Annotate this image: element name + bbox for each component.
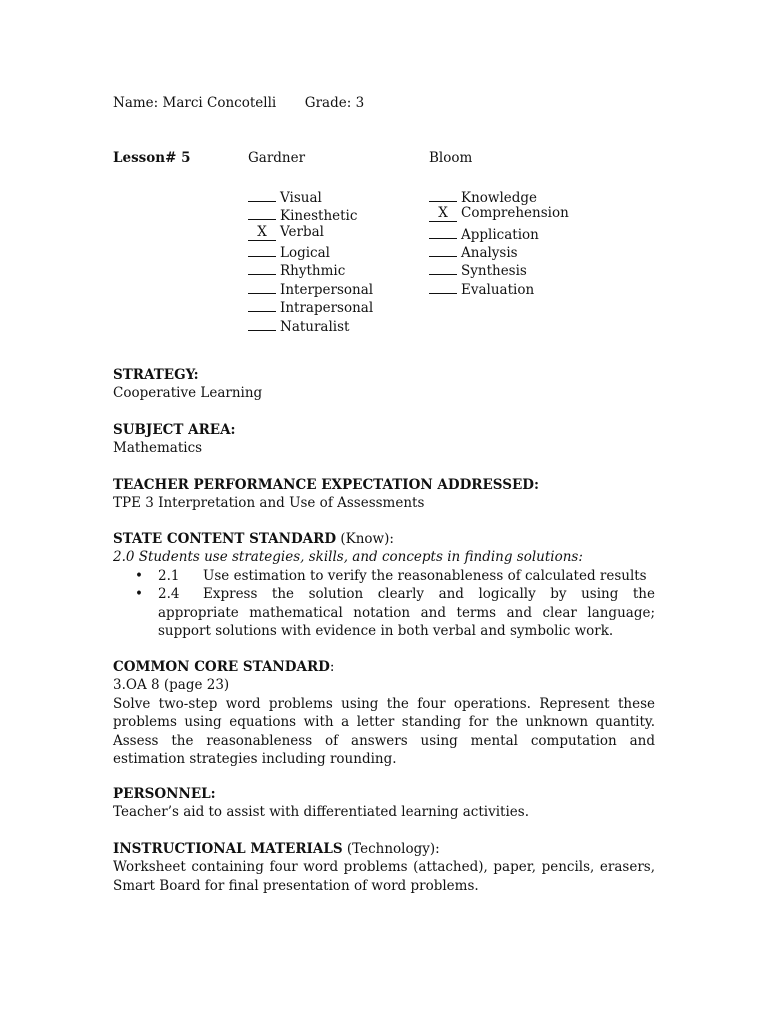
materials-heading: INSTRUCTIONAL MATERIALS xyxy=(113,841,343,857)
check-blank xyxy=(429,259,457,275)
bloom-title: Bloom xyxy=(429,150,473,166)
check-blank xyxy=(248,315,276,331)
gardner-item-label: Logical xyxy=(280,244,330,261)
lesson-number: Lesson# 5 xyxy=(113,150,191,166)
state-heading: STATE CONTENT STANDARD xyxy=(113,531,337,547)
gardner-item xyxy=(248,315,373,333)
subject-text: Mathematics xyxy=(113,440,203,457)
gardner-item-label: Verbal xyxy=(280,223,324,240)
gardner-item xyxy=(248,259,373,280)
gardner-item-label: Kinesthetic xyxy=(280,208,358,225)
gardner-item xyxy=(248,223,373,241)
bloom-item-label: Comprehension xyxy=(461,205,569,222)
grade-value: 3 xyxy=(355,95,365,111)
standard-text: Use estimation to verify the reasonableness of calculated results xyxy=(203,567,647,584)
standard-number: 2.1 xyxy=(158,567,180,584)
bloom-item xyxy=(429,241,569,259)
strategy-text: Cooperative Learning xyxy=(113,385,263,402)
tpe-section xyxy=(113,476,655,513)
gardner-item-label: Interpersonal xyxy=(280,281,374,298)
name-value: Marci Concotelli xyxy=(162,95,277,111)
bloom-item xyxy=(429,186,569,204)
common-core-section xyxy=(113,658,655,768)
bloom-list xyxy=(429,186,569,296)
check-blank xyxy=(429,278,457,294)
bloom-item-label: Analysis xyxy=(461,244,518,261)
name-label: Name: xyxy=(113,95,159,111)
gardner-item xyxy=(248,278,373,296)
check-blank: X xyxy=(248,225,276,241)
common-core-heading-suffix: : xyxy=(329,659,335,675)
gardner-item-label: Naturalist xyxy=(280,318,350,335)
standard-text: Express the solution clearly and logically by using the appropriate mathematical notation and terms and clear language; support solutions with evidence in both verbal and symbolic work. xyxy=(158,586,655,640)
check-blank xyxy=(248,259,276,275)
common-core-heading: COMMON CORE STANDARD xyxy=(113,659,330,675)
gardner-item-label: Intrapersonal xyxy=(280,300,374,317)
gardner-item-label: Visual xyxy=(280,189,322,206)
personnel-text: Teacher’s aid to assist with differentiated learning activities. xyxy=(113,804,530,821)
check-blank xyxy=(248,204,276,220)
bloom-item xyxy=(429,278,569,296)
grade-label: Grade: xyxy=(304,95,352,111)
bullet-icon: • xyxy=(135,567,143,584)
gardner-column xyxy=(248,149,373,333)
gardner-title: Gardner xyxy=(248,150,306,166)
subject-section xyxy=(113,421,655,458)
check-blank xyxy=(429,223,457,239)
common-core-ref: 3.OA 8 (page 23) xyxy=(113,677,230,694)
bloom-item xyxy=(429,223,569,241)
gardner-list xyxy=(248,186,373,333)
materials-heading-suffix: (Technology): xyxy=(346,841,440,857)
bloom-item-label: Evaluation xyxy=(461,281,535,298)
gardner-item xyxy=(248,241,373,259)
standard-number: 2.4 xyxy=(158,586,180,603)
bloom-column xyxy=(429,149,569,296)
materials-text: Worksheet containing four word problems (attached), paper, pencils, erasers, Smart Board for final presentation of word problems. xyxy=(113,859,655,894)
state-heading-suffix: (Know): xyxy=(340,531,394,547)
check-blank xyxy=(429,186,457,202)
state-standard-item xyxy=(113,585,655,640)
check-blank xyxy=(429,241,457,257)
check-blank xyxy=(248,241,276,257)
check-blank xyxy=(248,186,276,202)
bloom-item-label: Application xyxy=(461,226,539,243)
state-intro: 2.0 Students use strategies, skills, and concepts in finding solutions: xyxy=(113,549,583,566)
bloom-item-label: Synthesis xyxy=(461,263,527,280)
strategy-heading: STRATEGY: xyxy=(113,367,199,383)
gardner-item xyxy=(248,186,373,204)
gardner-item xyxy=(248,296,374,317)
subject-heading: SUBJECT AREA: xyxy=(113,422,236,438)
state-standard-list xyxy=(113,567,655,641)
bloom-item xyxy=(429,204,569,222)
gardner-item xyxy=(248,204,373,225)
check-blank xyxy=(248,278,276,294)
materials-section xyxy=(113,840,655,895)
tpe-text: TPE 3 Interpretation and Use of Assessments xyxy=(113,495,425,512)
personnel-heading: PERSONNEL: xyxy=(113,786,216,802)
check-blank: X xyxy=(429,206,457,222)
bloom-item-label: Knowledge xyxy=(461,189,538,206)
bloom-item xyxy=(429,259,569,280)
state-standard-section xyxy=(113,530,655,640)
common-core-text: Solve two-step word problems using the four operations. Represent these problems using equations with a letter standing for the unknown quantity. Assess the reasonableness of answers using mental computation and estimation strategies including rounding. xyxy=(113,695,655,768)
personnel-section xyxy=(113,785,655,822)
state-standard-item xyxy=(113,567,655,585)
gardner-item-label: Rhythmic xyxy=(280,263,346,280)
header-line xyxy=(113,94,364,112)
bullet-icon: • xyxy=(135,586,143,603)
tpe-heading: TEACHER PERFORMANCE EXPECTATION ADDRESSED: xyxy=(113,477,539,493)
check-blank xyxy=(248,296,276,312)
strategy-section xyxy=(113,366,655,403)
